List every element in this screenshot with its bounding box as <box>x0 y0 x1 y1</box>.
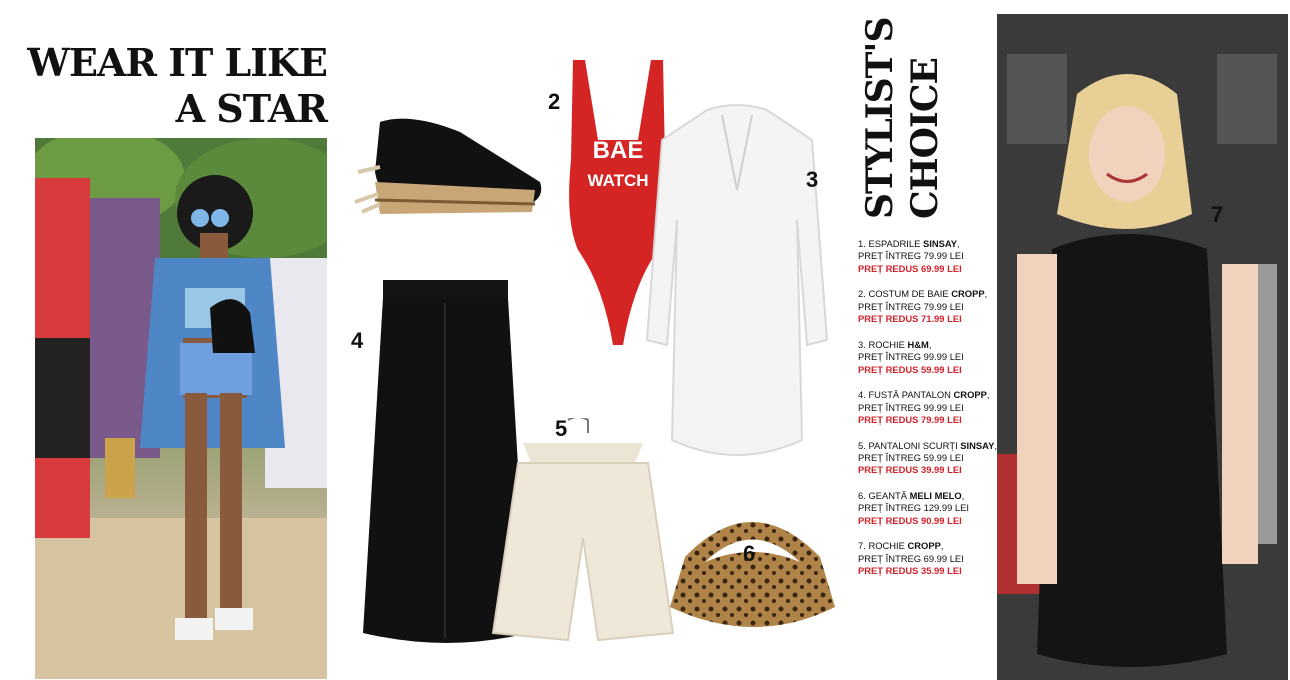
swimsuit-print-line-2: WATCH <box>587 171 649 190</box>
product-list <box>858 238 998 591</box>
item-number-1: 1 <box>442 133 455 158</box>
list-item: 5. PANTALONI SCURȚI SINSAY, PREȚ ÎNTREG 59.99 LEI PREȚ REDUS 39.99 LEI <box>858 439 997 476</box>
item-number-4: 4 <box>351 328 364 353</box>
headline-line-1: WEAR IT LIKE <box>27 40 327 85</box>
list-item: 1. ESPADRILE SINSAY, PREȚ ÎNTREG 79.99 LEI PREȚ REDUS 69.99 LEI <box>858 238 964 274</box>
espadrille-image <box>350 112 550 217</box>
shirt-dress-image <box>637 100 837 470</box>
headline <box>27 40 327 132</box>
list-item: 7. ROCHIE CROPP, PREȚ ÎNTREG 69.99 LEI PREȚ REDUS 35.99 LEI <box>858 540 964 577</box>
item-number-7: 7 <box>1211 202 1224 227</box>
item-number-6: 6 <box>743 541 756 566</box>
item-number-5: 5 <box>555 416 568 441</box>
reduced-price: PREȚ REDUS 69.99 LEI <box>858 262 962 274</box>
reduced-price: PREȚ REDUS 35.99 LEI <box>858 565 962 577</box>
side-title-line-2: CHOICE <box>904 58 946 219</box>
swimsuit-print-line-1: BAE <box>592 137 644 164</box>
list-item: 4. FUSTĂ PANTALON CROPP, PREȚ ÎNTREG 99.99 LEI PREȚ REDUS 79.99 LEI <box>858 389 990 426</box>
reduced-price: PREȚ REDUS 71.99 LEI <box>858 313 962 325</box>
reduced-price: PREȚ REDUS 39.99 LEI <box>858 464 962 476</box>
side-title-line-1: STYLIST'S <box>859 17 901 219</box>
celebrity-photo <box>35 138 327 679</box>
shorts-image <box>488 418 678 643</box>
reduced-price: PREȚ REDUS 79.99 LEI <box>858 414 962 426</box>
leopard-bag-image <box>665 507 840 642</box>
list-item: 6. GEANTĂ MELI MELO, PREȚ ÎNTREG 129.99 LEI PREȚ REDUS 90.99 LEI <box>858 490 969 526</box>
item-number-2: 2 <box>548 89 561 114</box>
reduced-price: PREȚ REDUS 90.99 LEI <box>858 514 962 526</box>
headline-line-2: A STAR <box>175 86 327 131</box>
list-item: 3. ROCHIE H&M, PREȚ ÎNTREG 99.99 LEI PREȚ REDUS 59.99 LEI <box>858 338 964 375</box>
item-number-3: 3 <box>806 167 819 192</box>
model-photo <box>997 14 1288 680</box>
stylists-choice-title <box>855 14 945 219</box>
list-item: 2. COSTUM DE BAIE CROPP, PREȚ ÎNTREG 79.99 LEI PREȚ REDUS 71.99 LEI <box>858 288 988 325</box>
reduced-price: PREȚ REDUS 59.99 LEI <box>858 363 962 375</box>
